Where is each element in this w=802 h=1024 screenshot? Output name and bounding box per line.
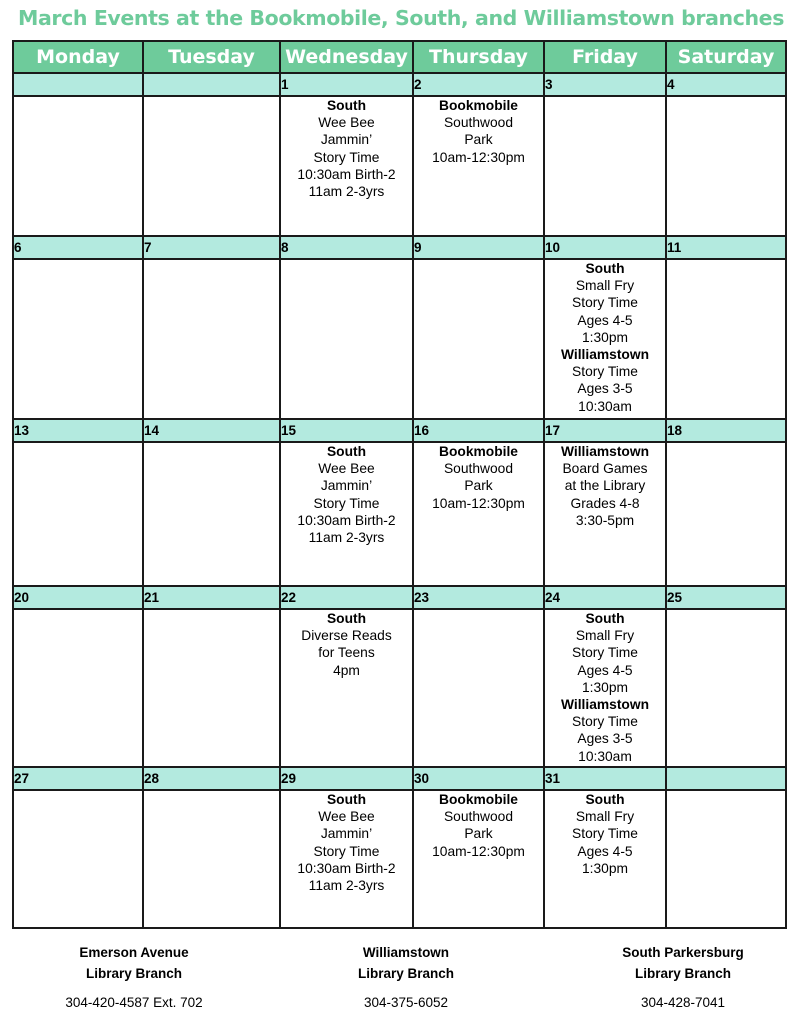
day-events-cell [666,790,786,928]
event-detail: 10:30am Birth-2 [297,166,396,182]
event-block [281,97,412,200]
event-location: Williamstown [560,347,650,363]
event-block [281,610,412,679]
event-block [545,260,665,346]
day-events-cell [544,442,666,586]
events-row [13,96,786,236]
page-title: March Events at the Bookmobile, South, and Williamstown branches [18,6,784,30]
calendar-body [13,73,786,928]
day-events-cell [13,96,143,236]
event-detail: 1:30pm [581,329,629,345]
date-number: 10 [544,236,666,259]
date-number [666,767,786,790]
event-location: Bookmobile [439,98,518,113]
date-number: 30 [413,767,544,790]
branch-phone: 304-428-7041 [640,995,726,1010]
event-location: Bookmobile [439,444,518,459]
date-number-row [13,73,786,96]
event-detail: 11am 2-3yrs [308,184,385,200]
date-number: 2 [413,73,544,96]
branch-name-line1: South Parkersburg [622,945,744,960]
branch-name-line1: Emerson Avenue [79,945,189,960]
date-number [143,73,280,96]
event-detail: Southwood [443,115,514,131]
events-row [13,259,786,419]
weekday-friday: Friday [544,41,666,73]
event-location: Williamstown [560,444,650,459]
event-detail: 10am-12:30pm [432,149,525,165]
event-location: South [585,792,625,807]
date-number-row [13,586,786,609]
event-detail: 11am 2-3yrs [308,878,385,894]
event-block [414,791,543,860]
date-number: 28 [143,767,280,790]
date-number: 13 [13,419,143,442]
weekday-monday: Monday [13,41,143,73]
date-number: 18 [666,419,786,442]
day-events-cell [413,790,544,928]
date-number: 31 [544,767,666,790]
event-detail: Story Time [572,714,638,730]
event-detail: Ages 4-5 [577,843,633,859]
date-number-row [13,236,786,259]
day-events-cell [143,96,280,236]
day-events-cell [280,442,413,586]
events-row [13,790,786,928]
event-block [414,443,543,512]
day-events-cell [413,609,544,767]
day-events-cell [544,259,666,419]
event-detail: 10am-12:30pm [432,495,525,511]
event-detail: Ages 4-5 [577,662,633,678]
day-events-cell [143,609,280,767]
event-detail: 1:30pm [581,860,629,876]
day-events-cell [13,790,143,928]
event-detail: Story Time [572,364,638,380]
event-location: South [585,611,625,626]
event-detail: Park [464,478,493,494]
day-events-cell [13,442,143,586]
event-detail: Story Time [313,149,380,165]
date-number-row [13,767,786,790]
event-location: Williamstown [560,697,650,713]
event-location: South [326,792,367,807]
event-detail: Park [464,826,493,842]
event-detail: Ages 3-5 [577,381,633,397]
day-events-cell [413,442,544,586]
event-detail: Jammin’ [320,478,373,494]
events-row [13,442,786,586]
branch-emerson [34,942,234,1013]
event-detail: Story Time [313,843,380,859]
branch-south-parkersburg [583,942,783,1013]
event-location: South [326,611,367,626]
weekday-thursday: Thursday [413,41,544,73]
date-number: 20 [13,586,143,609]
date-number: 15 [280,419,413,442]
event-detail: Ages 3-5 [577,731,633,747]
date-number: 27 [13,767,143,790]
weekday-saturday: Saturday [666,41,786,73]
date-number: 17 [544,419,666,442]
day-events-cell [544,96,666,236]
branch-phone: 304-375-6052 [363,995,449,1010]
event-detail: Southwood [443,461,514,477]
event-detail: Ages 4-5 [577,312,633,328]
event-detail: 4pm [333,662,360,678]
branch-phone: 304-420-4587 Ext. 702 [65,995,203,1010]
event-detail: 10:30am [578,398,632,414]
event-detail: Grades 4-8 [570,495,640,511]
date-number: 3 [544,73,666,96]
event-block [545,443,665,529]
event-detail: Story Time [572,645,638,661]
events-row [13,609,786,767]
calendar-table [12,40,787,929]
branch-name-line1: Williamstown [362,945,450,960]
date-number: 16 [413,419,544,442]
event-detail: Story Time [572,295,638,311]
branch-williamstown [306,942,506,1013]
event-location: South [326,444,367,459]
day-events-cell [13,259,143,419]
event-location: Bookmobile [439,792,518,807]
event-detail: Park [464,132,493,148]
day-events-cell [666,259,786,419]
date-number: 21 [143,586,280,609]
event-detail: Small Fry [575,628,635,644]
day-events-cell [280,259,413,419]
weekday-header-row [13,41,786,73]
day-events-cell [413,259,544,419]
event-detail: Wee Bee [318,461,375,477]
event-detail: 3:30-5pm [575,512,635,528]
event-block [545,610,665,696]
event-block [281,443,412,546]
weekday-tuesday: Tuesday [143,41,280,73]
date-number: 14 [143,419,280,442]
date-number: 23 [413,586,544,609]
day-events-cell [666,442,786,586]
branch-name-line2: Library Branch [634,966,732,981]
date-number: 6 [13,236,143,259]
event-detail: 10:30am [578,748,632,764]
date-number: 24 [544,586,666,609]
date-number: 7 [143,236,280,259]
day-events-cell [143,259,280,419]
day-events-cell [143,790,280,928]
day-events-cell [13,609,143,767]
event-detail: Small Fry [575,278,635,294]
event-detail: Wee Bee [318,115,375,131]
day-events-cell [666,96,786,236]
branch-name-line2: Library Branch [357,966,455,981]
date-number: 29 [280,767,413,790]
event-detail: Story Time [572,826,638,842]
day-events-cell [143,442,280,586]
day-events-cell [280,790,413,928]
event-block [281,791,412,894]
event-location: South [585,261,625,276]
event-detail: Southwood [443,809,514,825]
date-number: 9 [413,236,544,259]
event-detail: for Teens [318,645,375,661]
event-detail: Story Time [313,495,380,511]
event-detail: 10:30am Birth-2 [297,512,396,528]
day-events-cell [413,96,544,236]
event-detail: 1:30pm [581,679,629,695]
event-detail: Diverse Reads [301,628,392,644]
date-number: 11 [666,236,786,259]
date-number: 4 [666,73,786,96]
event-detail: 10:30am Birth-2 [297,860,396,876]
day-events-cell [544,609,666,767]
date-number [13,73,143,96]
event-block [545,696,665,765]
date-number-row [13,419,786,442]
event-detail: at the Library [564,478,646,494]
event-location: South [326,98,367,113]
date-number: 1 [280,73,413,96]
day-events-cell [544,790,666,928]
date-number: 8 [280,236,413,259]
event-block [414,97,543,166]
event-detail: Jammin’ [320,132,373,148]
event-detail: 10am-12:30pm [432,843,525,859]
day-events-cell [280,609,413,767]
event-detail: Wee Bee [318,809,375,825]
day-events-cell [280,96,413,236]
date-number: 25 [666,586,786,609]
event-detail: Small Fry [575,809,635,825]
branch-name-line2: Library Branch [85,966,183,981]
day-events-cell [666,609,786,767]
event-detail: Board Games [562,461,648,477]
date-number: 22 [280,586,413,609]
event-block [545,346,665,415]
event-detail: Jammin’ [320,826,373,842]
event-detail: 11am 2-3yrs [308,530,385,546]
weekday-wednesday: Wednesday [280,41,413,73]
event-block [545,791,665,877]
